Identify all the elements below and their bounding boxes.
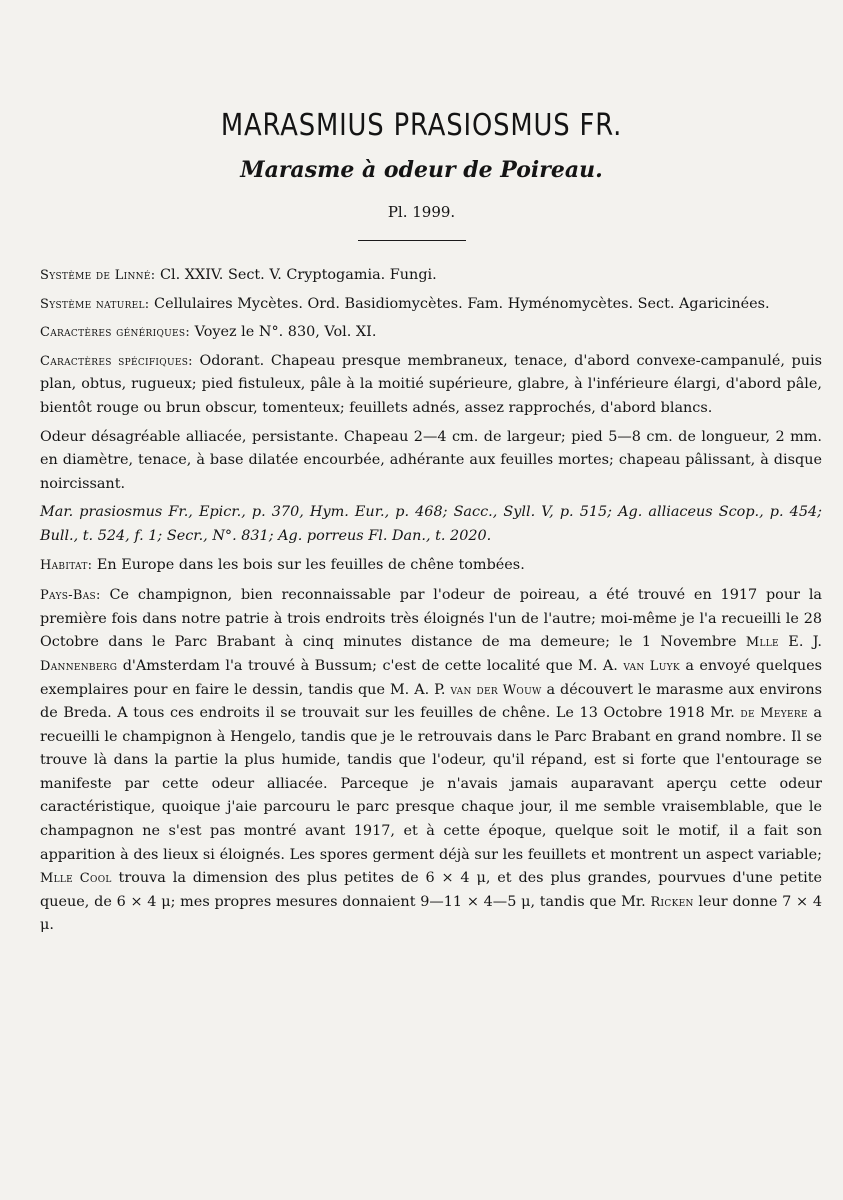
references-paragraph: Mar. prasiosmus Fr., Epicr., p. 370, Hym. Eur., p. 468; Sacc., Syll. V, p. 515; Ag. alliaceus Scop., p. 454; Bull., t. 524, f. 1; Secr., N°. 831; Ag. porreus Fl. Dan., t. 2020.	[40, 504, 822, 544]
mlle-abbrev: Mlle	[745, 635, 779, 651]
generiques-paragraph	[40, 321, 822, 345]
paysbas-text-5: a découvert le marasme aux environs de Breda. A tous ces endroits il se trouvait sur les feuilles de chêne. Le 13 Octobre 1918 Mr.	[40, 681, 822, 722]
paysbas-paragraph	[40, 584, 822, 938]
paysbas-text-7: trouva la dimension des plus petites de 6 × 4 μ, et des plus grandes, pourvues d'une petite queue, de 6 × 4 μ; mes propres mesures donnaient 9—11 × 4—5 μ, tandis que Mr.	[40, 870, 823, 910]
naturel-text: Cellulaires Mycètes. Ord. Basidiomycètes. Fam. Hyménomycètes. Sect. Agaricinées.	[149, 295, 770, 312]
generiques-label: Caractères génériques:	[40, 325, 191, 341]
description-body	[40, 264, 822, 943]
plate-number: Pl. 1999.	[387, 203, 456, 221]
name-cool: Cool	[73, 871, 112, 887]
name-van-der-wouw: van der Wouw	[450, 682, 542, 698]
mlle-abbrev-2: Mlle	[40, 871, 74, 887]
linne-label: Système de Linné:	[40, 268, 156, 283]
paysbas-text-8: leur donne 7 × 4 μ.	[40, 893, 822, 934]
odeur-paragraph: Odeur désagréable alliacée, persistante. Chapeau 2—4 cm. de largeur; pied 5—8 cm. de longueur, 2 mm. en diamètre, tenace, à base dilatée encourbée, adhérante aux feuilles mortes; chapeau pâlissant, à disque noircissant.	[40, 428, 822, 492]
name-van-luyk: van Luyk	[623, 658, 680, 674]
linne-paragraph	[40, 264, 822, 288]
naturel-paragraph	[40, 293, 822, 317]
name-ricken: Ricken	[650, 894, 694, 910]
name-de-meyere: de Meyere	[740, 706, 808, 722]
specifiques-paragraph	[40, 350, 822, 421]
paysbas-text-3: d'Amsterdam l'a trouvé à Bussum; c'est de cette localité que M. A.	[117, 657, 624, 674]
paysbas-text-4: a envoyé quelques exemplaires pour en faire le dessin, tandis que M. A. P.	[40, 657, 822, 698]
species-title: MARASMIUS PRASIOSMUS FR.	[220, 108, 623, 143]
naturel-label: Système naturel:	[40, 296, 150, 312]
habitat-label: Habitat:	[40, 557, 93, 573]
name-dannenberg: Dannenberg	[40, 658, 118, 674]
specifiques-text: Odorant. Chapeau presque membraneux, tenace, d'abord convexe-campanulé, puis plan, obtus, rugueux; pied fistuleux, pâle à la moitié supérieure, glabre, à l'inférieure élargi, d'abord pâle, bientôt rouge ou brun obscur, tomenteux; feuillets adnés, assez rapprochés, d'abord blancs.	[40, 352, 822, 416]
specifiques-label: Caractères spécifiques:	[40, 353, 193, 369]
habitat-paragraph	[40, 554, 822, 578]
title-divider	[358, 240, 466, 241]
paysbas-text-1: Ce champignon, bien reconnaissable par l'odeur de poireau, a été trouvé en 1917 pour la première fois dans notre patrie à trois endroits très éloignés l'un de l'autre; moi-même je l'a recueilli le 28 Octobre dans le Parc Brabant à cinq minutes distance de ma demeure; le 1 Novembre	[40, 587, 822, 651]
paysbas-label: Pays-Bas:	[40, 588, 101, 604]
paysbas-text-6: a recueilli le champignon à Hengelo, tandis que je le retrouvais dans le Parc Brabant en grand nombre. Il se trouve là dans la partie la plus humide, tandis que l'odeur, qu'il répand, est si forte que l'entourage se manifeste par cette odeur alliacée. Parceque je n'avais jamais auparavant aperçu cette odeur caractéristique, quoique j'aie parcouru le parc presque chaque jour, il me semble vraisemblable, que le champagnon ne s'est pas montré avant 1917, et à cette époque, quelque soit le motif, il a fait son apparition à des lieux si éloignés. Les spores germent déjà sur les feuillets et montrent un aspect variable;	[40, 705, 822, 863]
generiques-text: Voyez le N°. 830, Vol. XI.	[190, 324, 377, 341]
habitat-text: En Europe dans les bois sur les feuilles de chêne tombées.	[92, 556, 525, 573]
species-subtitle: Marasme à odeur de Poireau.	[240, 157, 603, 183]
linne-text: Cl. XXIV. Sect. V. Cryptogamia. Fungi.	[155, 267, 437, 283]
paysbas-text-2: E. J.	[778, 634, 822, 651]
